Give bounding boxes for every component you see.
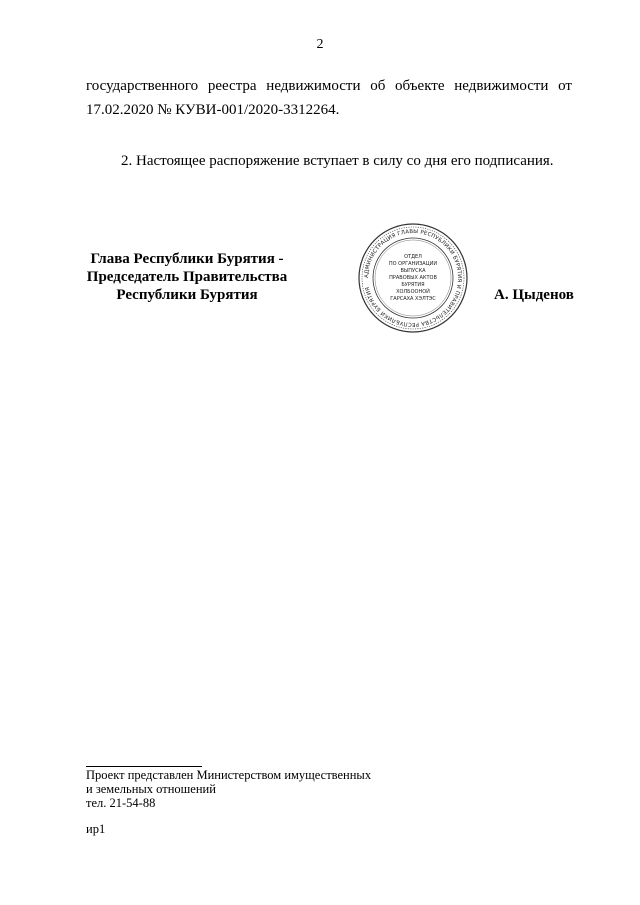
signer-title-line: Председатель Правительства <box>86 269 288 285</box>
footer-divider <box>86 766 202 767</box>
seal-inner-line: ОТДЕЛ <box>404 254 422 260</box>
paragraph-1-line-1: государственного реестра недвижимости об объекте недвижимости от <box>86 78 572 94</box>
footer-note-line: Проект представлен Министерством имущественных <box>86 768 372 782</box>
signer-name: А. Цыденов <box>494 287 574 303</box>
seal-inner-line: ВЫПУСКА <box>400 268 426 274</box>
official-seal <box>357 222 469 334</box>
footer-note-line: и земельных отношений <box>86 782 216 796</box>
seal-ring-text: АДМИНИСТРАЦИЯ ГЛАВЫ РЕСПУБЛИКИ БУРЯТИЯ И ПРАВИТЕЛЬСТВА РЕСПУБЛИКИ БУРЯТИЯ <box>363 228 463 328</box>
seal-inner-line: ПРАВОВЫХ АКТОВ <box>389 275 437 281</box>
footer-note <box>86 768 371 810</box>
seal-inner-line: ХОЛБООНОЙ <box>396 289 430 295</box>
seal-inner-line: БУРЯТИЯ <box>401 282 425 288</box>
signer-title <box>72 250 302 304</box>
footer-note-line: тел. 21-54-88 <box>86 796 156 810</box>
body-paragraph-2: 2. Настоящее распоряжение вступает в силу со дня его подписания. <box>121 153 554 169</box>
paragraph-1-line-2: 17.02.2020 № КУВИ-001/2020-3312264. <box>86 102 340 118</box>
signer-title-line: Глава Республики Бурятия - <box>90 251 284 267</box>
footer-code: ир1 <box>86 822 106 836</box>
seal-inner-line: ГАРСАХА ХЭЛТЭС <box>390 296 436 302</box>
signer-title-line: Республики Бурятия <box>116 287 258 303</box>
page-number: 2 <box>316 37 324 52</box>
body-paragraph-1 <box>86 74 572 122</box>
seal-inner-line: ПО ОРГАНИЗАЦИИ <box>388 261 438 267</box>
